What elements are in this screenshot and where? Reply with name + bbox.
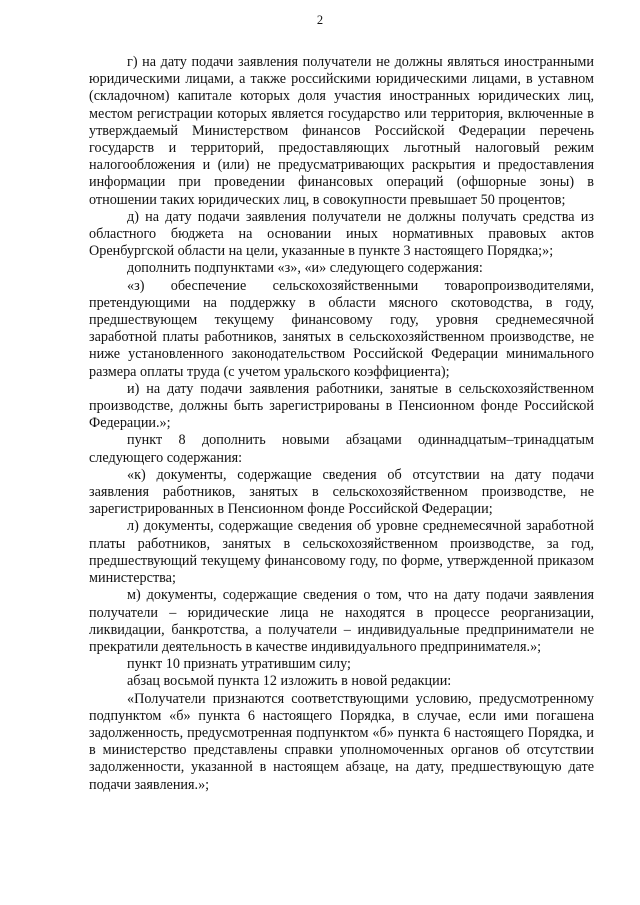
paragraph-subitem-g: г) на дату подачи заявления получатели не должны являться иностранными юридическими лицами, а также российскими юридическими лицами, в уставном (складочном) капитале которых доля участия иностранных юридических лиц, местом регистрации которых является государство или территория, включенные в утверждаемый Министерством финансов Российской Федерации перечень государств и территорий, предоставляющих льготный налоговый режим налогообложения и (или) не предусматривающих раскрытия и предоставления информации при проведении финансовых операций (офшорные зоны) в отношении таких юридических лиц, в совокупности превышает 50 процентов; bbox=[89, 54, 594, 208]
paragraph-new-wording: «Получатели признаются соответствующими условию, предусмотренному подпунктом «б» пункта 6 настоящего Порядка, в случае, если ими погашена задолженность, предусмотренная подпунктом «б» пункта 6 настоящего Порядка, и в министерство представлены справки уполномоченных органов об отсутствии задолженности, указанной в настоящем абзаце, на дату, предшествующую дате подачи заявления.»; bbox=[89, 690, 594, 793]
paragraph-subitem-m: м) документы, содержащие сведения о том, что на дату подачи заявления получатели – юридические лица не находятся в процессе реорганизации, ликвидации, банкротства, а получатели – индивидуальные предприниматели не прекратили деятельность в качестве индивидуального предпринимателя.»; bbox=[89, 587, 594, 655]
paragraph-amendment-point-10: пункт 10 признать утратившим силу; bbox=[127, 656, 351, 673]
page-number: 2 bbox=[316, 13, 324, 27]
paragraph-subitem-d: д) на дату подачи заявления получатели не должны получать средства из областного бюджета на основании иных нормативных правовых актов Оренбургской области на цели, указанные в пункте 3 настоящего Порядка;»; bbox=[89, 208, 594, 260]
paragraph-subitem-i: и) на дату подачи заявления работники, занятые в сельскохозяйственном производстве, должны быть зарегистрированы в Пенсионном фонде Российской Федерации.»; bbox=[89, 380, 594, 432]
paragraph-subitem-z: «з) обеспечение сельскохозяйственными товаропроизводителями, претендующими на поддержку в области мясного скотоводства, в году, предшествующем текущему финансовому году, уровня среднемесячной заработной платы работников, занятых в сельскохозяйственном производстве, не ниже установленного законодательством Российской Федерации минимального размера оплаты труда (с учетом уральского коэффициента); bbox=[89, 277, 594, 380]
document-body bbox=[89, 54, 594, 794]
paragraph-subitem-l: л) документы, содержащие сведения об уровне среднемесячной заработной платы работников, занятых в сельскохозяйственном производстве, за год, предшествующий текущему финансовому году, по форме, утвержденной приказом министерства; bbox=[89, 518, 594, 587]
paragraph-subitem-k: «к) документы, содержащие сведения об отсутствии на дату подачи заявления работников, занятых в сельскохозяйственном производстве, не зарегистрированных в Пенсионном фонде Российской Федерации; bbox=[89, 466, 594, 518]
paragraph-amendment-point-12: абзац восьмой пункта 12 изложить в новой редакции: bbox=[127, 673, 452, 690]
paragraph-amendment-add-subitems: дополнить подпунктами «з», «и» следующего содержания: bbox=[127, 260, 483, 277]
paragraph-amendment-point-8: пункт 8 дополнить новыми абзацами одиннадцатым–тринадцатым следующего содержания: bbox=[89, 432, 594, 466]
